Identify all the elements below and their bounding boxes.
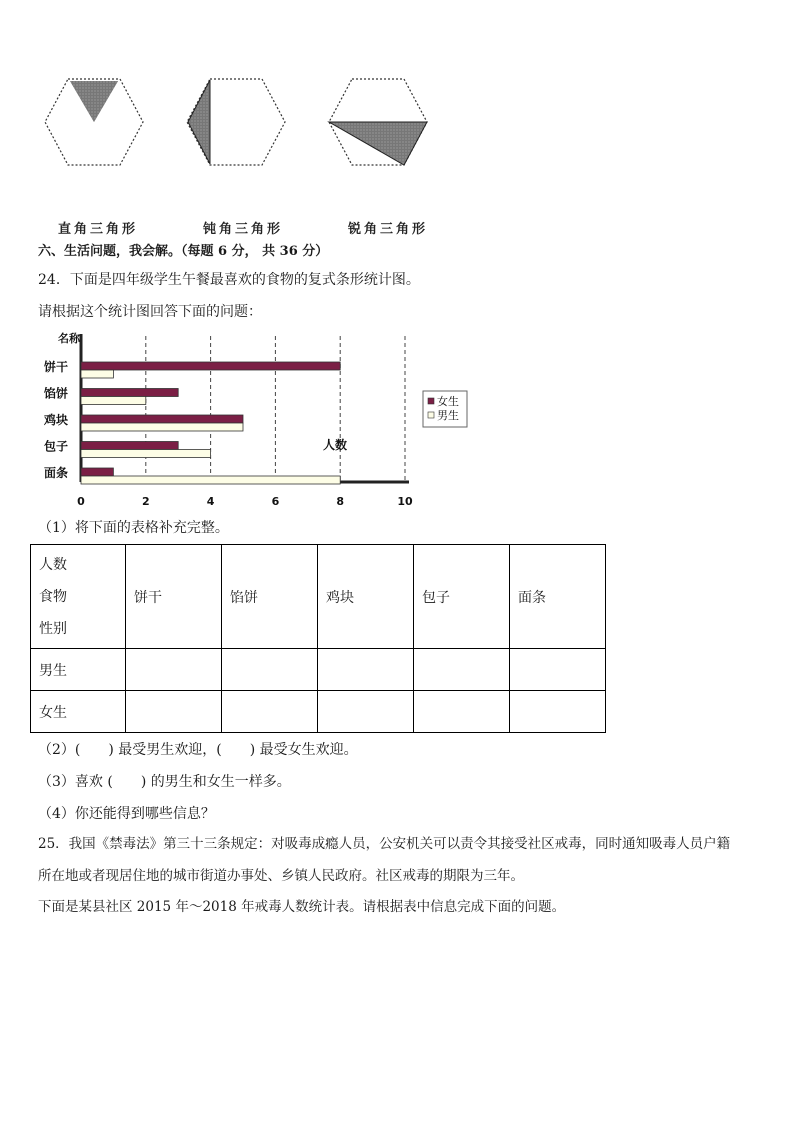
q24-sub4: （4）你还能得到哪些信息？ xyxy=(38,806,215,822)
q25-line1: 25．我国《禁毒法》第三十三条规定：对吸毒成瘾人员，公安机关可以责令其接受社区戒毒，同时通知吸毒人员户籍 xyxy=(38,836,731,852)
column-header: 饼干 xyxy=(126,545,222,649)
bar-boys xyxy=(81,423,243,431)
answer-cell[interactable] xyxy=(510,649,606,691)
category-label: 面条 xyxy=(44,466,69,480)
caption-acute-triangle: 锐角三角形 xyxy=(348,222,429,237)
q25-line2: 所在地或者现居住地的城市街道办事处、乡镇人民政府。社区戒毒的期限为三年。 xyxy=(38,868,524,884)
answer-cell[interactable] xyxy=(222,691,318,733)
bar-boys xyxy=(81,370,113,378)
category-label: 饼干 xyxy=(44,360,69,374)
x-tick-label: 10 xyxy=(397,495,413,508)
column-header: 包子 xyxy=(414,545,510,649)
x-tick-label: 2 xyxy=(141,495,150,508)
hexagon-acute-triangle-figure xyxy=(324,75,434,170)
food-preference-bar-chart xyxy=(38,328,478,514)
x-tick-label: 0 xyxy=(77,495,85,508)
bar-boys xyxy=(81,476,340,484)
hexagon-obtuse-triangle-figure xyxy=(182,75,292,170)
column-header: 面条 xyxy=(510,545,606,649)
x-tick-label: 4 xyxy=(206,495,215,508)
legend-label: 男生 xyxy=(437,409,459,422)
legend-swatch xyxy=(428,398,434,404)
bar-boys xyxy=(81,397,146,405)
answer-cell[interactable] xyxy=(126,691,222,733)
column-header: 馅饼 xyxy=(222,545,318,649)
answer-cell[interactable] xyxy=(414,691,510,733)
bar-girls xyxy=(81,415,243,423)
header-line-gender: 性别 xyxy=(39,620,67,637)
row-label: 女生 xyxy=(31,691,126,733)
q24-sub3: （3）喜欢 ( ) 的男生和女生一样多。 xyxy=(38,774,291,790)
answer-cell[interactable] xyxy=(318,691,414,733)
row-label: 男生 xyxy=(31,649,126,691)
q25-line3: 下面是某县社区 2015 年～2018 年戒毒人数统计表。请根据表中信息完成下面的问题。 xyxy=(38,899,566,915)
q24-prompt: 请根据这个统计图回答下面的问题： xyxy=(38,304,262,320)
answer-cell[interactable] xyxy=(318,649,414,691)
category-label: 馅饼 xyxy=(44,386,69,401)
bar-girls xyxy=(81,362,340,370)
hexagon-right-triangle-figure xyxy=(40,75,150,170)
section-six-heading: 六、生活问题，我会解。（每题 6 分， 共 36 分） xyxy=(38,244,329,259)
caption-right-triangle: 直角三角形 xyxy=(58,222,139,237)
header-line-people: 人数 xyxy=(39,556,67,573)
header-line-food: 食物 xyxy=(39,588,67,605)
x-tick-label: 8 xyxy=(336,495,345,508)
table-row-boys xyxy=(31,649,606,691)
q24-stem: 24．下面是四年级学生午餐最喜欢的食物的复式条形统计图。 xyxy=(38,272,420,288)
y-axis-label: 名称 xyxy=(58,332,80,345)
table-row-girls xyxy=(31,691,606,733)
q24-sub1: （1）将下面的表格补充完整。 xyxy=(38,520,229,536)
fill-in-table xyxy=(30,544,606,733)
column-header: 鸡块 xyxy=(318,545,414,649)
bar-boys xyxy=(81,450,211,458)
q24-sub2: （2）( ) 最受男生欢迎，( ) 最受女生欢迎。 xyxy=(38,742,358,758)
x-tick-label: 6 xyxy=(271,495,280,508)
category-label: 包子 xyxy=(44,439,69,454)
answer-cell[interactable] xyxy=(414,649,510,691)
table-header-corner xyxy=(31,545,126,649)
bar-girls xyxy=(81,389,178,397)
legend-swatch xyxy=(428,412,434,418)
caption-obtuse-triangle: 钝角三角形 xyxy=(203,222,284,237)
bar-girls xyxy=(81,442,178,450)
legend-label: 女生 xyxy=(437,395,459,408)
answer-cell[interactable] xyxy=(510,691,606,733)
x-axis-label: 人数 xyxy=(323,438,348,452)
category-label: 鸡块 xyxy=(44,413,69,427)
bar-girls xyxy=(81,468,113,476)
answer-cell[interactable] xyxy=(126,649,222,691)
answer-cell[interactable] xyxy=(222,649,318,691)
